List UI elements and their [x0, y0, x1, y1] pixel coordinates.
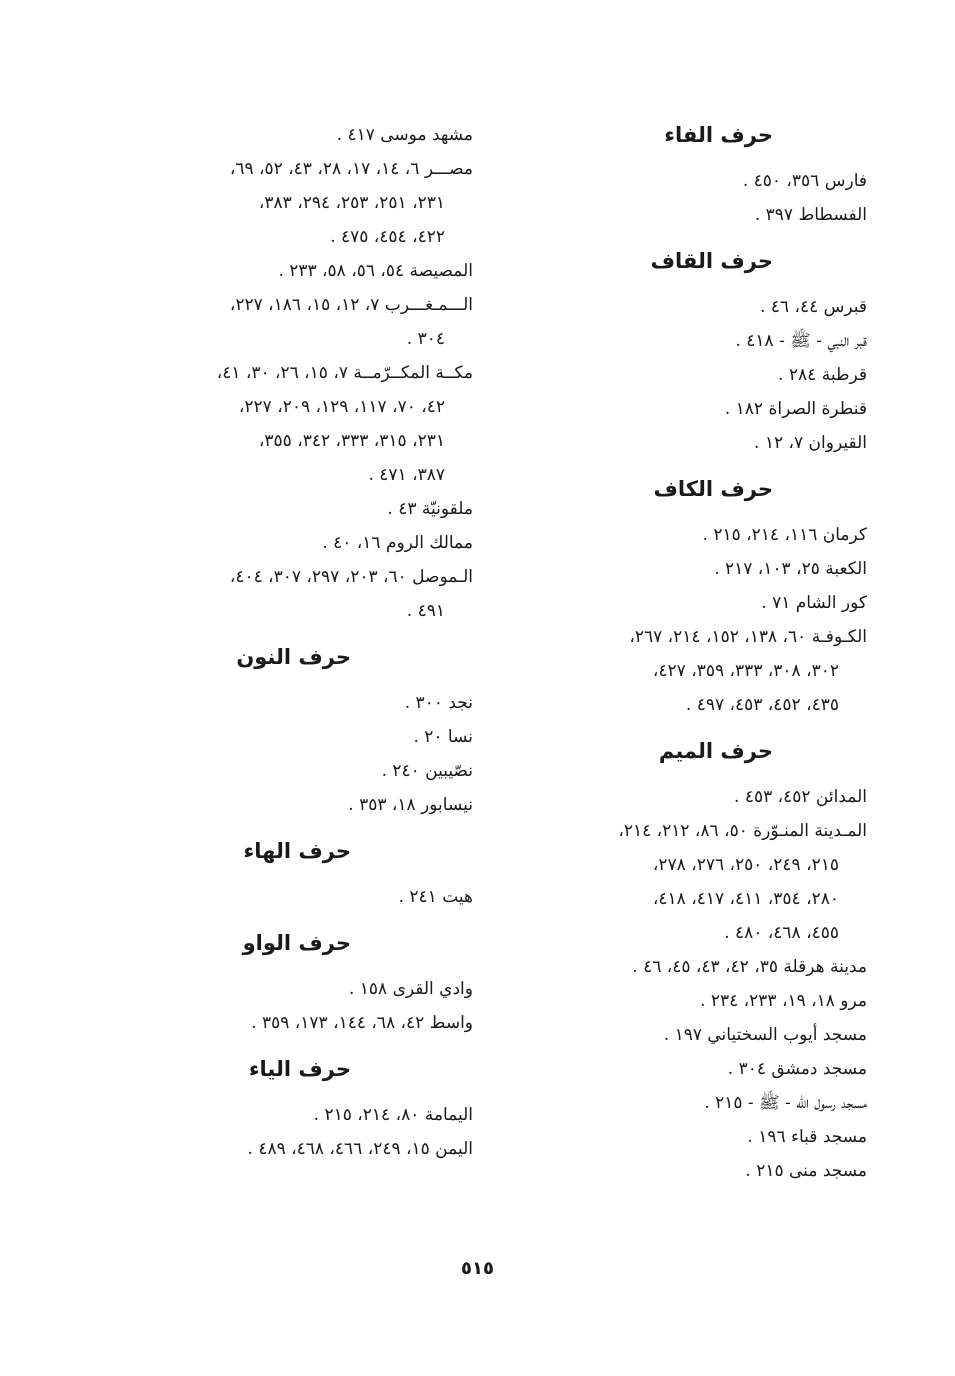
entry-continuation-line: ٤٩١ . — [406, 601, 445, 621]
index-entry — [507, 552, 867, 586]
index-section — [103, 118, 473, 628]
index-entry — [103, 526, 473, 560]
entry-continuation-line: ٢٣١، ٣١٥، ٣٣٣، ٣٤٢، ٣٥٥، — [258, 431, 445, 451]
index-entry — [103, 1098, 473, 1132]
index-entry — [507, 164, 867, 198]
index-entry — [103, 288, 473, 356]
entry-line: نصّيبين ٢٤٠ . — [381, 761, 473, 781]
index-section — [103, 834, 473, 914]
index-entry — [103, 788, 473, 822]
entry-continuation-line: ٤٢، ٧٠، ١١٧، ١٢٩، ٢٠٩، ٢٢٧، — [238, 397, 445, 417]
index-entry — [507, 518, 867, 552]
section-heading: حرف الفاء — [664, 123, 773, 147]
index-entry — [507, 1154, 867, 1188]
page-number: ٥١٥ — [461, 1258, 494, 1279]
entry-continuation-line: ٢٣١، ٢٥١، ٢٥٣، ٢٩٤، ٣٨٣، — [258, 193, 445, 213]
entry-line: مشهد موسى ٤١٧ . — [336, 125, 473, 145]
index-entry — [103, 1132, 473, 1166]
entry-line: مصـــر ٦، ١٤، ١٧، ٢٨، ٤٣، ٥٢، ٦٩، — [229, 159, 473, 179]
section-heading: حرف الياء — [248, 1057, 351, 1081]
entry-line: قبر النبي - ﷺ - ٤١٨ . — [735, 331, 867, 351]
index-entry — [507, 950, 867, 984]
index-entry — [103, 356, 473, 492]
entry-line: قنطرة الصراة ١٨٢ . — [724, 399, 867, 419]
entry-line: المصيصة ٥٤، ٥٦، ٥٨، ٢٣٣ . — [278, 261, 473, 281]
index-entry — [507, 290, 867, 324]
index-entry — [507, 984, 867, 1018]
entry-line: مكــة المكــرّمــة ٧، ١٥، ٢٦، ٣٠، ٤١، — [216, 363, 473, 383]
index-entry — [507, 814, 867, 950]
section-heading: حرف الكاف — [653, 477, 773, 501]
index-entry — [103, 972, 473, 1006]
entry-line: مسجد منى ٢١٥ . — [745, 1161, 867, 1181]
index-entry — [103, 254, 473, 288]
entry-line: الكـوفـة ٦٠، ١٣٨، ١٥٢، ٢١٤، ٢٦٧، — [629, 627, 867, 647]
entry-line: مرو ١٨، ١٩، ٢٣٣، ٢٣٤ . — [700, 991, 867, 1011]
section-heading: حرف الميم — [658, 739, 773, 763]
entry-line: مدينة هرقلة ٣٥، ٤٢، ٤٣، ٤٥، ٤٦ . — [632, 957, 867, 977]
index-entry — [103, 1006, 473, 1040]
index-entry — [507, 1120, 867, 1154]
index-entry — [507, 1052, 867, 1086]
entry-line: كرمان ١١٦، ٢١٤، ٢١٥ . — [702, 525, 867, 545]
right-column — [507, 118, 867, 1188]
entry-line: مسجد رسول الله - ﷺ - ٢١٥ . — [704, 1093, 867, 1113]
entry-line: الـــمـغـــرب ٧، ١٢، ١٥، ١٨٦، ٢٢٧، — [229, 295, 473, 315]
left-column — [103, 118, 473, 1166]
index-entry — [103, 492, 473, 526]
index-entry — [507, 358, 867, 392]
entry-line: هيت ٢٤١ . — [398, 887, 473, 907]
section-heading: حرف الهاء — [243, 839, 351, 863]
entry-line: مسجد قباء ١٩٦ . — [747, 1127, 867, 1147]
index-section — [103, 640, 473, 822]
entry-continuation-line: ٣٠٢، ٣٠٨، ٣٣٣، ٣٥٩، ٤٢٧، — [652, 661, 839, 681]
entry-line: مسجد دمشق ٣٠٤ . — [727, 1059, 867, 1079]
entry-continuation-line: ٣٨٧، ٤٧١ . — [368, 465, 445, 485]
entry-line: نيسابور ١٨، ٣٥٣ . — [348, 795, 473, 815]
entry-line: المـدينة المنـوّرة ٥٠، ٨٦، ٢١٢، ٢١٤، — [618, 821, 867, 841]
index-entry — [507, 780, 867, 814]
index-section — [507, 734, 867, 1188]
entry-line: وادي القرى ١٥٨ . — [348, 979, 473, 999]
index-entry — [103, 686, 473, 720]
entry-line: قرطبة ٢٨٤ . — [778, 365, 867, 385]
entry-line: الكعبة ٢٥، ١٠٣، ٢١٧ . — [714, 559, 867, 579]
entry-continuation-line: ٤٢٢، ٤٥٤، ٤٧٥ . — [330, 227, 445, 247]
index-entry — [507, 426, 867, 460]
section-heading: حرف النون — [236, 645, 351, 669]
index-entry — [103, 720, 473, 754]
entry-continuation-line: ٢١٥، ٢٤٩، ٢٥٠، ٢٧٦، ٢٧٨، — [652, 855, 839, 875]
index-entry — [507, 586, 867, 620]
section-heading: حرف القاف — [650, 249, 773, 273]
entry-line: القيروان ٧، ١٢ . — [754, 433, 867, 453]
index-entry — [507, 198, 867, 232]
entry-line: اليمامة ٨٠، ٢١٤، ٢١٥ . — [313, 1105, 473, 1125]
index-entry — [507, 324, 867, 358]
entry-continuation-line: ٤٥٥، ٤٦٨، ٤٨٠ . — [724, 923, 839, 943]
section-heading: حرف الواو — [242, 931, 351, 955]
entry-line: قبرس ٤٤، ٤٦ . — [759, 297, 867, 317]
index-section — [507, 118, 867, 232]
entry-line: واسط ٤٢، ٦٨، ١٤٤، ١٧٣، ٣٥٩ . — [251, 1013, 473, 1033]
entry-line: الـموصل ٦٠، ٢٠٣، ٢٩٧، ٣٠٧، ٤٠٤، — [229, 567, 473, 587]
index-section — [507, 244, 867, 460]
entry-continuation-line: ٣٠٤ . — [406, 329, 445, 349]
index-entry — [103, 754, 473, 788]
entry-line: المدائن ٤٥٢، ٤٥٣ . — [734, 787, 867, 807]
entry-continuation-line: ٤٣٥، ٤٥٢، ٤٥٣، ٤٩٧ . — [685, 695, 839, 715]
index-entry — [507, 392, 867, 426]
entry-line: نسا ٢٠ . — [413, 727, 473, 747]
index-section — [103, 1052, 473, 1166]
entry-continuation-line: ٢٨٠، ٣٥٤، ٤١١، ٤١٧، ٤١٨، — [652, 889, 839, 909]
index-entry — [103, 560, 473, 628]
entry-line: اليمن ١٥، ٢٤٩، ٤٦٦، ٤٦٨، ٤٨٩ . — [247, 1139, 473, 1159]
index-entry — [507, 1086, 867, 1120]
index-entry — [103, 152, 473, 254]
entry-line: فارس ٣٥٦، ٤٥٠ . — [742, 171, 867, 191]
entry-line: نجد ٣٠٠ . — [404, 693, 473, 713]
index-entry — [507, 1018, 867, 1052]
index-section — [507, 472, 867, 722]
index-entry — [103, 118, 473, 152]
entry-line: الفسطاط ٣٩٧ . — [754, 205, 867, 225]
index-entry — [103, 880, 473, 914]
index-section — [103, 926, 473, 1040]
entry-line: ملقونيّة ٤٣ . — [387, 499, 473, 519]
index-entry — [507, 620, 867, 722]
entry-line: مسجد أيوب السختياني ١٩٧ . — [663, 1025, 867, 1045]
entry-line: كور الشام ٧١ . — [761, 593, 867, 613]
entry-line: ممالك الروم ١٦، ٤٠ . — [322, 533, 473, 553]
